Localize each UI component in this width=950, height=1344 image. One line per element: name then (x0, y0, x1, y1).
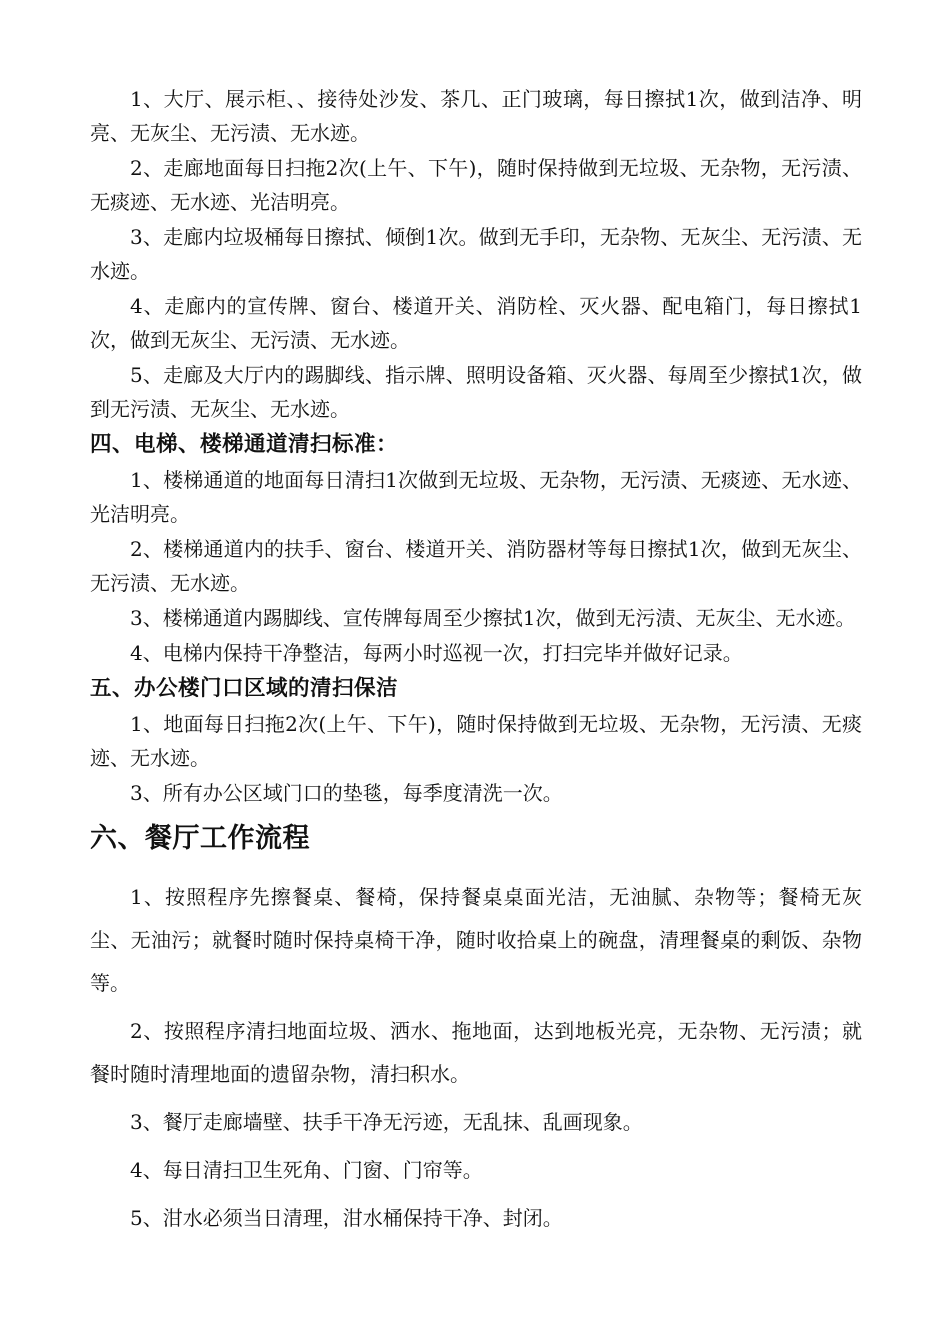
entrance-item-1: 1、地面每日扫拖2次(上午、下午)，随时保持做到无垃圾、无杂物，无污渍、无痰迹、无水迹。 (90, 712, 862, 770)
section-entrance-heading: 五、办公楼门口区域的清扫保洁 (90, 676, 399, 701)
hall-item-3: 3、走廊内垃圾桶每日擦拭、倾倒1次。做到无手印，无杂物、无灰尘、无污渍、无水迹。 (90, 225, 862, 283)
elevator-item-4: 4、电梯内保持干净整洁，每两小时巡视一次，打扫完毕并做好记录。 (130, 641, 743, 665)
section-elevator (90, 427, 862, 670)
canteen-item-4: 4、每日清扫卫生死角、门窗、门帘等。 (130, 1158, 483, 1182)
canteen-item-2: 2、按照程序清扫地面垃圾、洒水、拖地面，达到地板光亮，无杂物、无污渍；就餐时随时清理地面的遗留杂物，清扫积水。 (90, 1019, 862, 1086)
elevator-item-3: 3、楼梯通道内踢脚线、宣传牌每周至少擦拭1次，做到无污渍、无灰尘、无水迹。 (130, 606, 856, 630)
entrance-item-3: 3、所有办公区域门口的垫毯，每季度清洗一次。 (130, 781, 563, 805)
elevator-item-1: 1、楼梯通道的地面每日清扫1次做到无垃圾、无杂物，无污渍、无痰迹、无水迹、光洁明亮。 (90, 468, 862, 526)
hall-item-4: 4、走廊内的宣传牌、窗台、楼道开关、消防栓、灭火器、配电箱门，每日擦拭1次，做到无灰尘、无污渍、无水迹。 (90, 294, 862, 352)
section-elevator-heading: 四、电梯、楼梯通道清扫标准： (90, 432, 399, 457)
section-hall (90, 82, 862, 426)
hall-item-1: 1、大厅、展示柜、、接待处沙发、茶几、正门玻璃，每日擦拭1次，做到洁净、明亮、无灰尘、无污渍、无水迹。 (90, 87, 862, 145)
section-entrance (90, 671, 862, 810)
hall-item-2: 2、走廊地面每日扫拖2次(上午、下午)，随时保持做到无垃圾、无杂物，无污渍、无痰迹、无水迹、光洁明亮。 (90, 156, 862, 214)
hall-item-5: 5、走廊及大厅内的踢脚线、指示牌、照明设备箱、灭火器、每周至少擦拭1次，做到无污渍、无灰尘、无水迹。 (90, 363, 862, 421)
canteen-item-1: 1、按照程序先擦餐桌、餐椅，保持餐桌桌面光洁，无油腻、杂物等；餐椅无灰尘、无油污；就餐时随时保持桌椅干净，随时收拾桌上的碗盘，清理餐桌的剩饭、杂物等。 (90, 885, 862, 995)
canteen-item-3: 3、餐厅走廊墙壁、扶手干净无污迹，无乱抹、乱画现象。 (130, 1110, 643, 1134)
canteen-item-5: 5、泔水必须当日清理，泔水桶保持干净、封闭。 (130, 1206, 563, 1230)
section-canteen (90, 816, 862, 1240)
elevator-item-2: 2、楼梯通道内的扶手、窗台、楼道开关、消防器材等每日擦拭1次，做到无灰尘、无污渍、无水迹。 (90, 537, 862, 595)
section-canteen-heading: 六、餐厅工作流程 (90, 823, 310, 854)
document-page (90, 82, 862, 1245)
